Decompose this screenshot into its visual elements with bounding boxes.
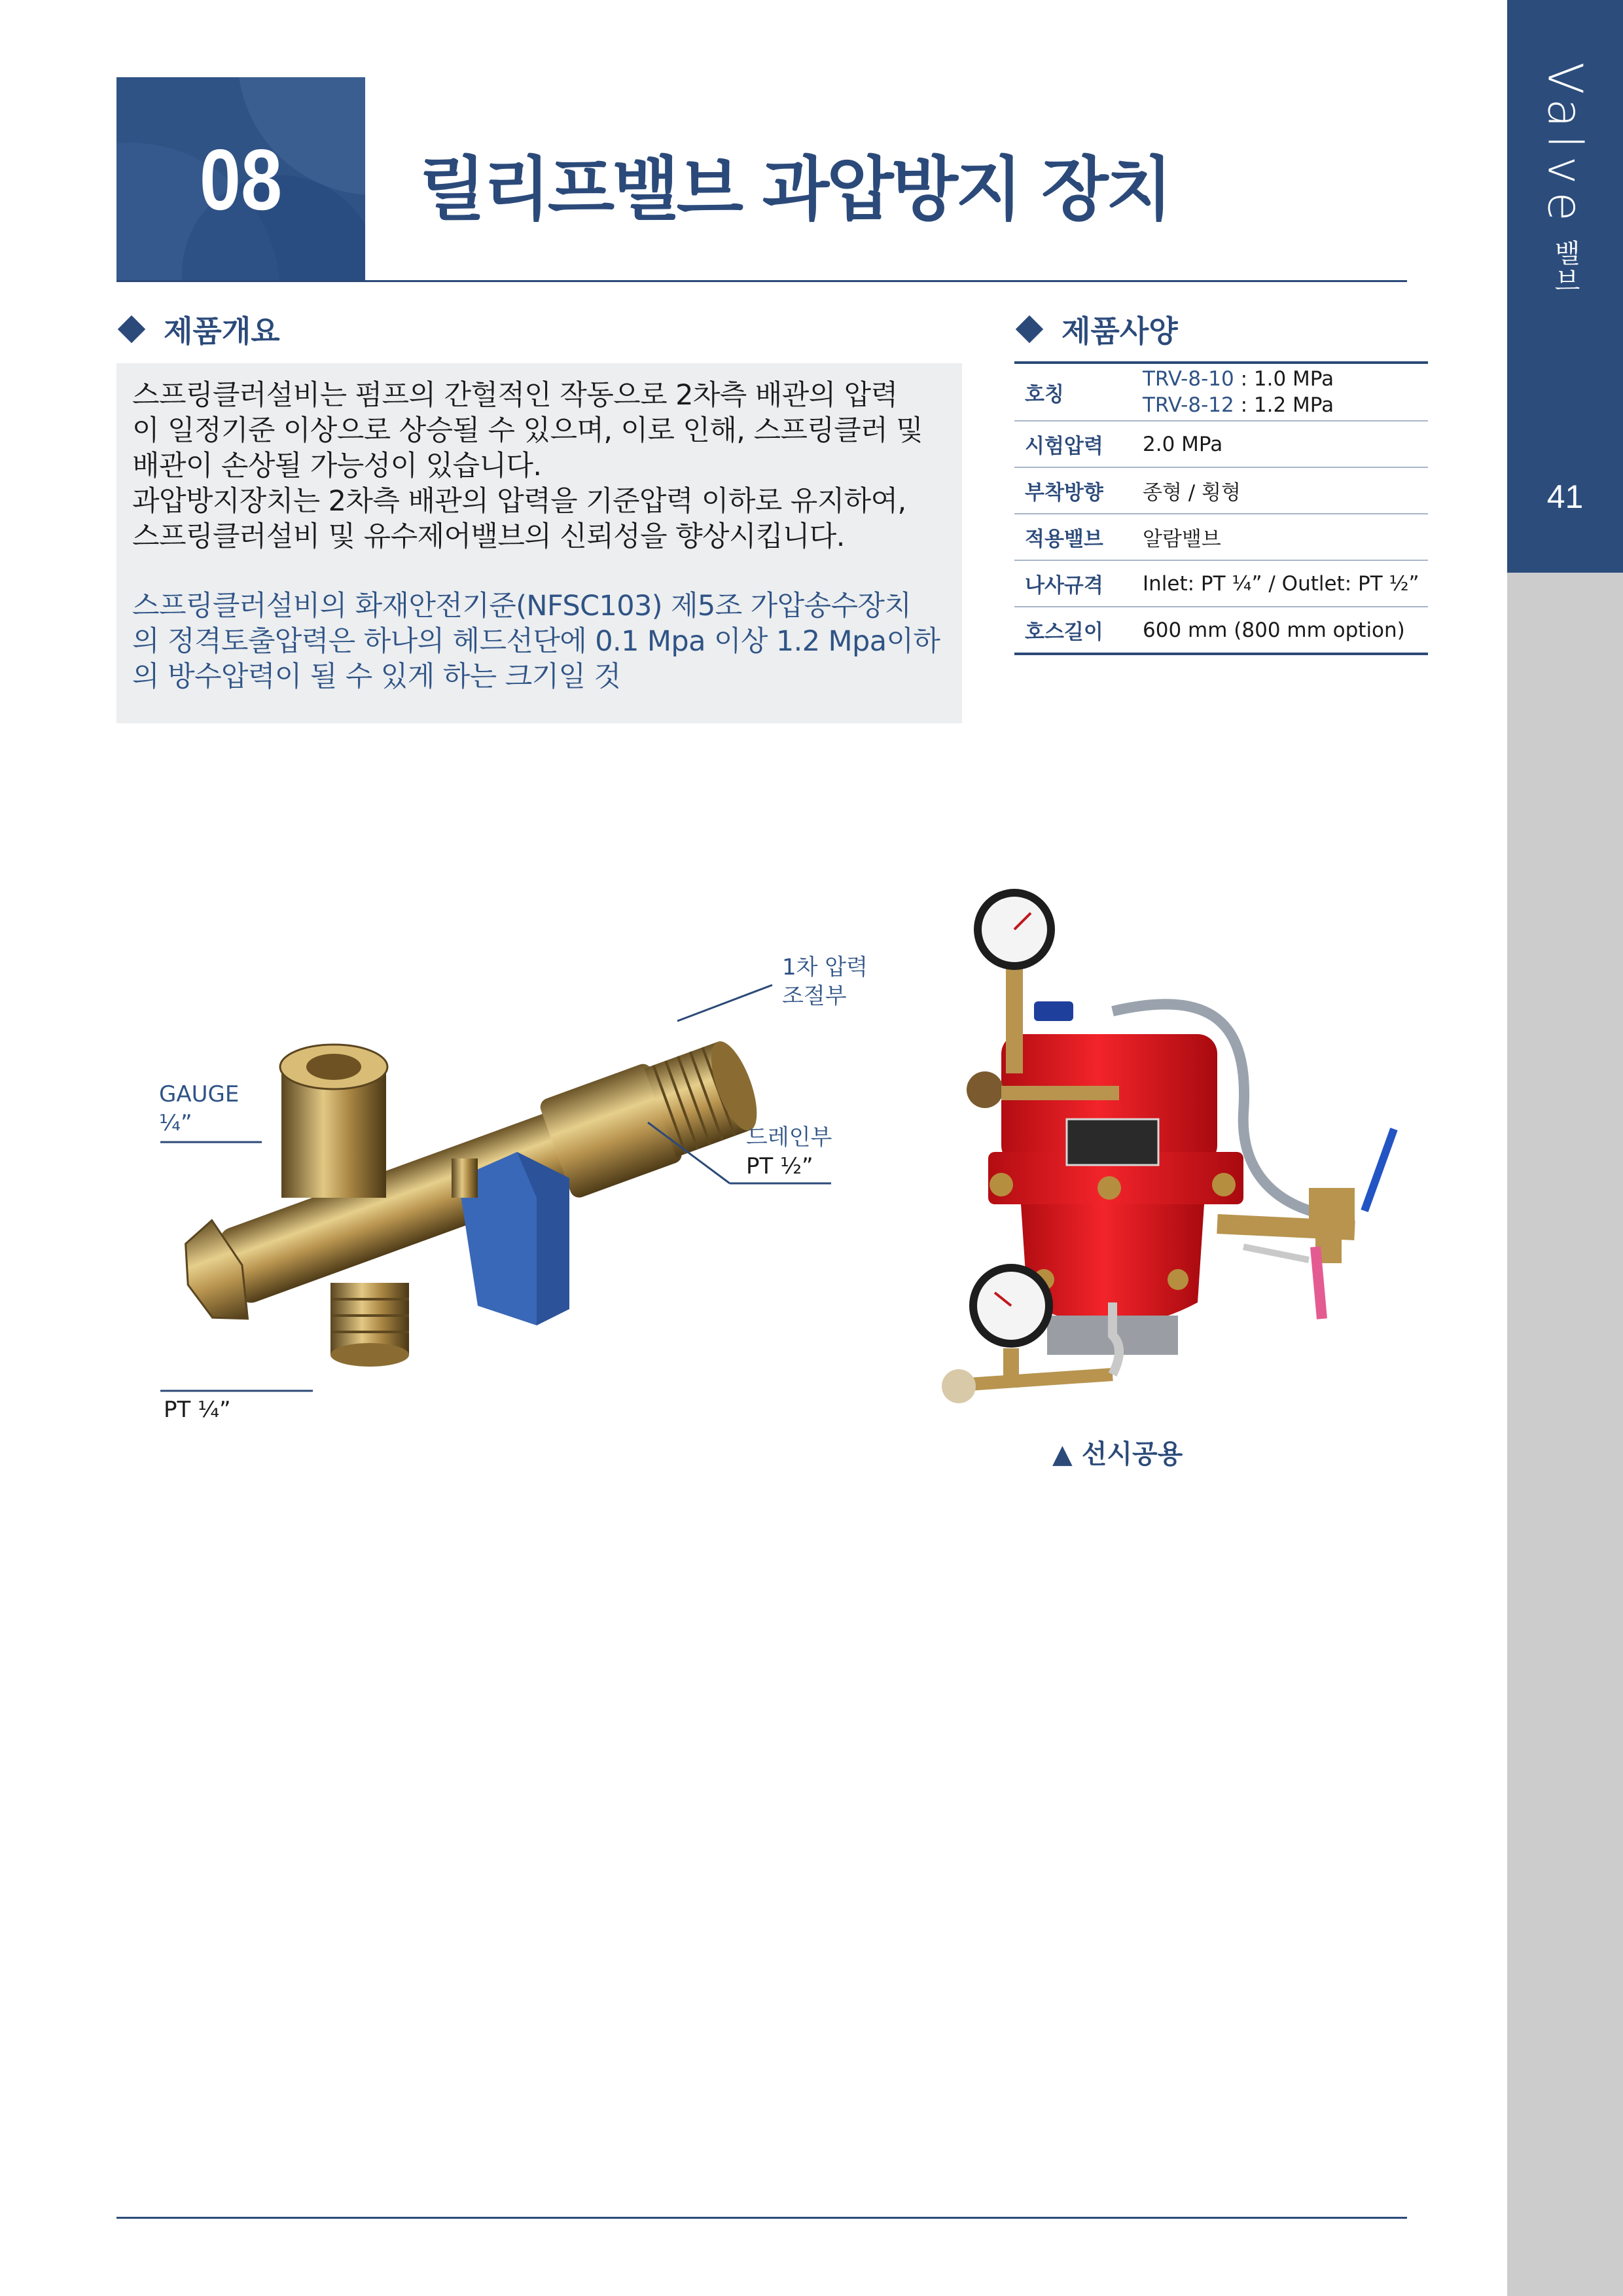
callout-line: PT ½” (746, 1153, 813, 1179)
spec-value: 알람밸브 (1143, 514, 1428, 560)
standard-line: 의 정격토출압력은 하나의 헤드선단에 0.1 Mpa 이상 1.2 Mpa이하 (132, 625, 940, 658)
spec-key: 나사규격 (1014, 560, 1143, 607)
overview-line: 스프링클러설비는 펌프의 간헐적인 작동으로 2차측 배관의 압력 (132, 379, 898, 412)
spec-key: 호칭 (1014, 363, 1143, 421)
spec-value: 600 mm (800 mm option) (1143, 618, 1405, 642)
model-code: TRV-8-12 (1143, 393, 1234, 417)
figure-caption: ▲ 선시공용 (1052, 1439, 1183, 1469)
spec-heading-label: 제품사양 (1061, 314, 1178, 349)
overview-line: 과압방지장치는 2차측 배관의 압력을 기준압력 이하로 유지하여, (132, 485, 906, 518)
page-number: 41 (1546, 478, 1584, 515)
overview-heading-label: 제품개요 (164, 314, 280, 349)
section-number: 08 (199, 131, 283, 228)
side-label-en: Valve (1537, 62, 1593, 229)
callout-drain (746, 1123, 832, 1181)
model-pressure: : 1.2 MPa (1234, 393, 1334, 417)
callout-line: ¼” (159, 1110, 192, 1136)
footer-divider (116, 2217, 1407, 2219)
callout-gauge-port (159, 1080, 239, 1138)
callout-line: 1차 압력 (782, 954, 868, 980)
standard-line: 의 방수압력이 될 수 있게 하는 크기일 것 (132, 660, 621, 693)
spec-key: 시험압력 (1014, 421, 1143, 467)
spec-value: 2.0 MPa (1143, 421, 1428, 467)
model-code: TRV-8-10 (1143, 367, 1234, 391)
page-title: 릴리프밸브 과압방지 장치 (419, 149, 1171, 230)
overview-line: 배관이 손상될 가능성이 있습니다. (132, 450, 542, 482)
model-pressure: : 1.0 MPa (1234, 367, 1334, 391)
standard-line: 스프링클러설비의 화재안전기준(NFSC103) 제5조 가압송수장치 (132, 590, 912, 622)
callout-line: 드레인부 (746, 1124, 832, 1151)
overview-line: 이 일정기준 이상으로 상승될 수 있으며, 이로 인해, 스프링클러 및 (132, 414, 923, 447)
spec-value: 종형 / 횡형 (1143, 467, 1428, 514)
spec-key: 적용밸브 (1014, 514, 1143, 560)
spec-key: 호스길이 (1025, 620, 1103, 644)
side-label-ko: 밸브 (1550, 239, 1580, 295)
callout-line: 조절부 (782, 983, 847, 1009)
spec-key: 부착방향 (1014, 467, 1143, 514)
callout-line: GAUGE (159, 1081, 240, 1107)
callout-inlet: PT ¼” (164, 1397, 231, 1423)
spec-value: Inlet: PT ¼” / Outlet: PT ½” (1143, 560, 1428, 607)
callout-pressure-adjuster (782, 953, 868, 1011)
overview-line: 스프링클러설비 및 유수제어밸브의 신뢰성을 향상시킵니다. (132, 520, 845, 553)
